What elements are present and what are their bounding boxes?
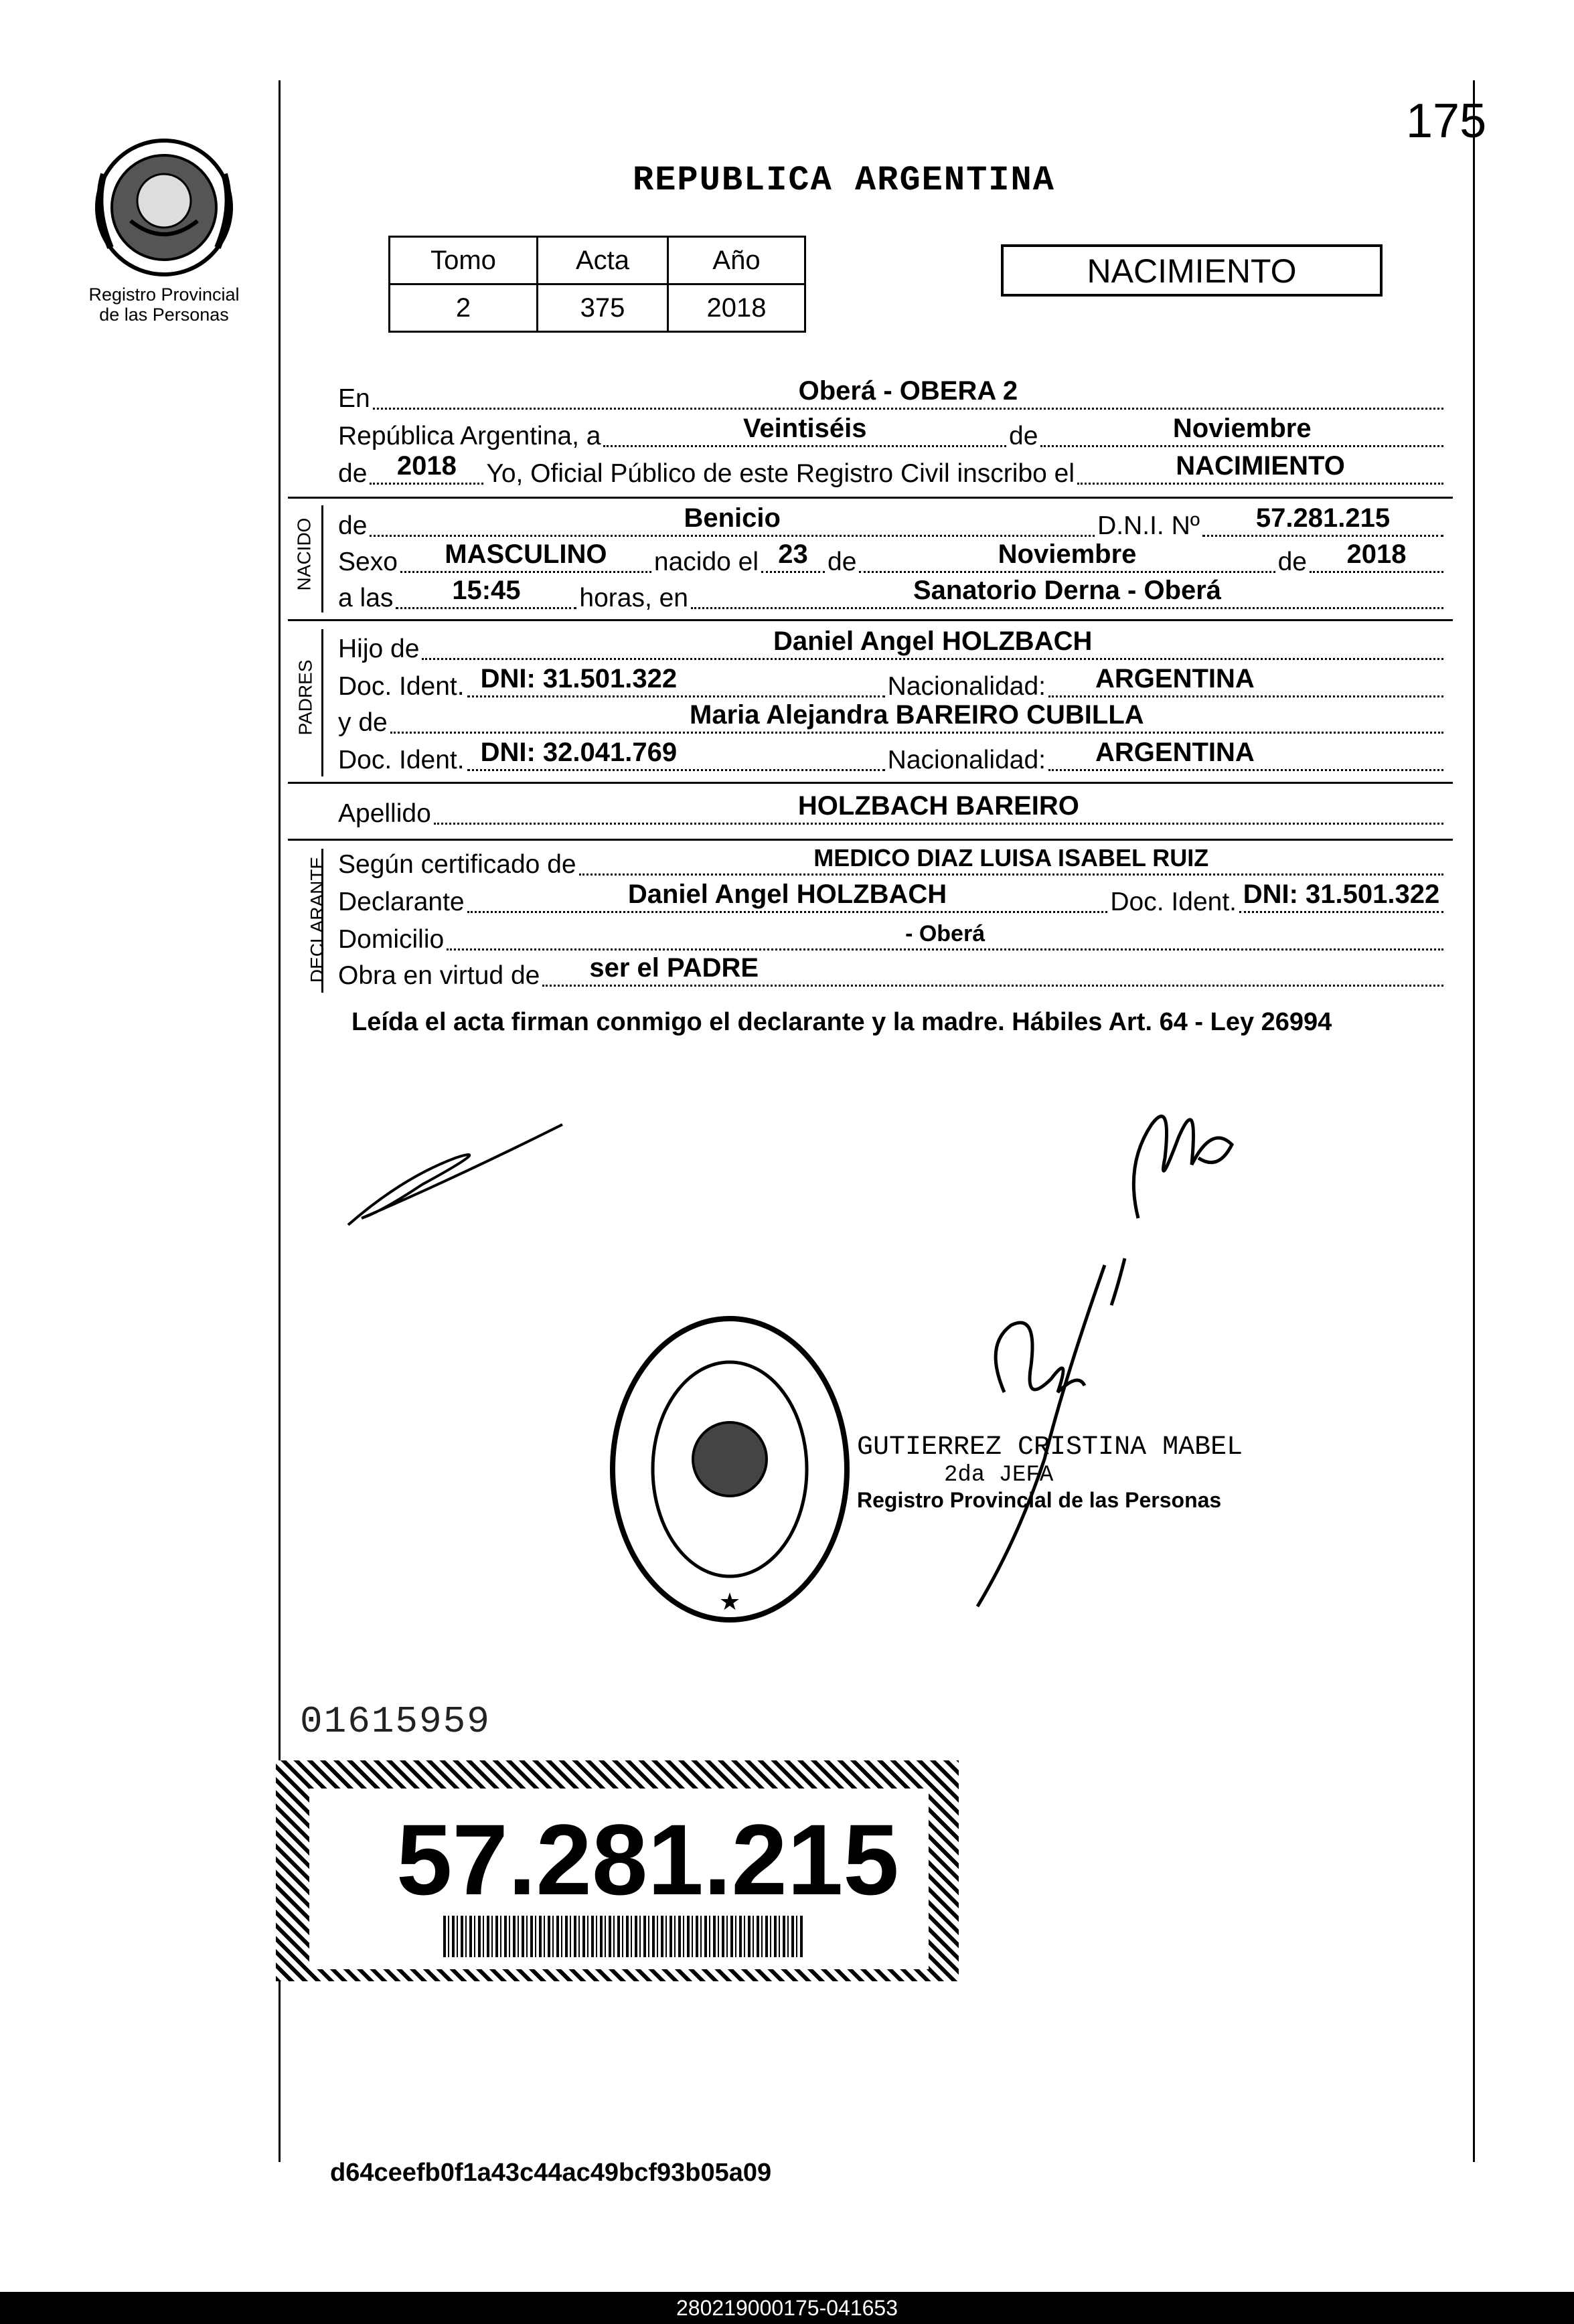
label: Declarante <box>338 888 465 916</box>
nacido-bracket <box>321 505 323 612</box>
label: y de <box>338 708 388 737</box>
footer-code: 280219000175-041653 <box>0 2292 1574 2324</box>
field <box>691 576 1443 609</box>
value-dni-madre: DNI: 32.041.769 <box>480 738 678 767</box>
field <box>542 953 1443 987</box>
label: nacido el <box>653 548 759 576</box>
section-rule-2 <box>288 619 1453 621</box>
line-hora <box>338 576 1446 614</box>
label: Domicilio <box>338 925 445 954</box>
field <box>467 664 885 697</box>
value-declarante: Daniel Angel HOLZBACH <box>627 880 947 909</box>
registry-logo <box>77 134 251 325</box>
label: Sexo <box>338 548 398 576</box>
label: Doc. Ident. <box>338 746 465 774</box>
line-sexo <box>338 540 1446 578</box>
value-lugar: Oberá - OBERA 2 <box>798 376 1018 406</box>
field <box>1202 503 1443 537</box>
field <box>859 540 1275 573</box>
field <box>579 844 1443 876</box>
section-rule-1 <box>288 497 1453 499</box>
label: En <box>338 384 370 413</box>
line-doc-padre <box>338 664 1446 703</box>
field <box>396 576 576 609</box>
field <box>1077 451 1443 485</box>
value-padre: Daniel Angel HOLZBACH <box>773 627 1093 656</box>
header-ano: Año <box>668 237 805 284</box>
value-year: 2018 <box>396 451 457 481</box>
document-number: 57.281.215 <box>396 1803 899 1916</box>
value-hora: 15:45 <box>452 576 521 605</box>
line-de-year <box>338 451 1446 490</box>
value-dia-nac: 23 <box>778 540 808 569</box>
field <box>373 376 1443 410</box>
value-madre: Maria Alejandra BAREIRO CUBILLA <box>690 700 1144 730</box>
field <box>1048 738 1443 771</box>
value-dia: Veintiséis <box>742 414 867 443</box>
label: Doc. Ident. <box>338 672 465 701</box>
value-nac-padre: ARGENTINA <box>1095 664 1255 693</box>
header-tomo: Tomo <box>390 237 538 284</box>
value-apellido: HOLZBACH BAREIRO <box>797 791 1079 821</box>
side-label-nacido: NACIDO <box>293 517 315 591</box>
label: Apellido <box>338 799 431 828</box>
line-certificado <box>338 844 1446 881</box>
field <box>1239 880 1443 913</box>
field <box>422 627 1443 660</box>
value-dni: 57.281.215 <box>1255 503 1391 533</box>
value-tipo: NACIMIENTO <box>1176 451 1345 481</box>
value-nombre: Benicio <box>684 503 781 533</box>
label: Obra en virtud de <box>338 961 540 990</box>
label: Hijo de <box>338 635 420 663</box>
side-label-declarante: DECLARANTE <box>307 856 328 983</box>
logo-caption-2: de las Personas <box>99 305 229 325</box>
label: Nacionalidad: <box>887 672 1046 701</box>
field <box>434 791 1443 825</box>
label: horas, en <box>579 584 688 612</box>
label: de <box>338 511 368 540</box>
label: de <box>1009 422 1038 450</box>
header-acta: Acta <box>538 237 668 284</box>
value-certificado: MEDICO DIAZ LUISA ISABEL RUIZ <box>813 844 1209 872</box>
svg-text:★: ★ <box>718 1588 741 1616</box>
document-hash: d64ceefb0f1a43c44ac49bcf93b05a09 <box>330 2159 772 2187</box>
label: D.N.I. Nº <box>1097 511 1200 540</box>
line-republica <box>338 414 1446 452</box>
official-office: Registro Provincial de las Personas <box>857 1488 1222 1512</box>
side-label-padres: PADRES <box>295 659 316 736</box>
right-margin-line <box>1473 80 1475 2162</box>
field <box>467 738 885 771</box>
label: de <box>338 459 368 488</box>
label: República Argentina, a <box>338 422 601 450</box>
value-sexo: MASCULINO <box>445 540 607 569</box>
field <box>467 880 1108 913</box>
page-number: 175 <box>1406 94 1487 148</box>
section-rule-3 <box>288 782 1453 784</box>
line-nombre <box>338 503 1446 542</box>
line-apellido <box>338 791 1446 830</box>
value-domicilio: - Oberá <box>905 921 986 946</box>
official-name: GUTIERREZ CRISTINA MABEL <box>857 1432 1243 1463</box>
field <box>1040 414 1443 447</box>
value-mes: Noviembre <box>1172 414 1312 443</box>
value-nac-madre: ARGENTINA <box>1095 738 1255 767</box>
document-number-panel <box>309 1789 929 1969</box>
field <box>1048 664 1443 697</box>
label: de <box>828 548 857 576</box>
record-type-box: NACIMIENTO <box>1001 244 1383 297</box>
section-rule-4 <box>288 839 1453 841</box>
line-madre <box>338 700 1446 739</box>
label: Nacionalidad: <box>887 746 1046 774</box>
value-tomo: 2 <box>390 284 538 332</box>
value-ano-nac: 2018 <box>1346 540 1407 569</box>
logo-caption-1: Registro Provincial <box>88 284 240 305</box>
line-domicilio <box>338 922 1446 956</box>
label: a las <box>338 584 394 612</box>
misiones-seal-icon <box>90 134 238 281</box>
value-dni-declarante: DNI: 31.501.322 <box>1243 880 1440 909</box>
field <box>447 923 1443 950</box>
field <box>390 700 1443 734</box>
closing-statement: Leída el acta firman conmigo el declarante y la madre. Hábiles Art. 64 - Ley 26994 <box>351 1008 1332 1036</box>
line-doc-madre <box>338 738 1446 776</box>
barcode <box>443 1916 805 1957</box>
field <box>370 451 483 485</box>
value-dni-padre: DNI: 31.501.322 <box>480 664 678 693</box>
official-role: 2da JEFA <box>944 1463 1054 1488</box>
field <box>370 503 1095 537</box>
field <box>603 414 1006 447</box>
record-table <box>388 236 806 333</box>
label: de <box>1277 548 1307 576</box>
field <box>400 540 651 573</box>
value-obra: ser el PADRE <box>589 953 759 983</box>
field <box>1310 540 1443 573</box>
field <box>761 540 825 573</box>
official-stamp <box>857 1432 1243 1513</box>
line-obra <box>338 953 1446 992</box>
value-acta: 375 <box>538 284 668 332</box>
padres-bracket <box>321 629 323 776</box>
label: Según certificado de <box>338 850 576 879</box>
line-en <box>338 376 1446 415</box>
label: Yo, Oficial Público de este Registro Civil inscribo el <box>486 459 1075 488</box>
serial-number: 01615959 <box>300 1700 491 1743</box>
value-ano: 2018 <box>668 284 805 332</box>
line-hijo <box>338 627 1446 665</box>
declarant-signature <box>321 1098 589 1252</box>
office-seal-icon <box>606 1312 854 1627</box>
value-lugar-nac: Sanatorio Derna - Oberá <box>913 576 1222 605</box>
document-title: REPUBLICA ARGENTINA <box>633 161 1055 200</box>
line-declarante <box>338 880 1446 918</box>
label: Doc. Ident. <box>1110 888 1237 916</box>
value-mes-nac: Noviembre <box>998 540 1137 569</box>
